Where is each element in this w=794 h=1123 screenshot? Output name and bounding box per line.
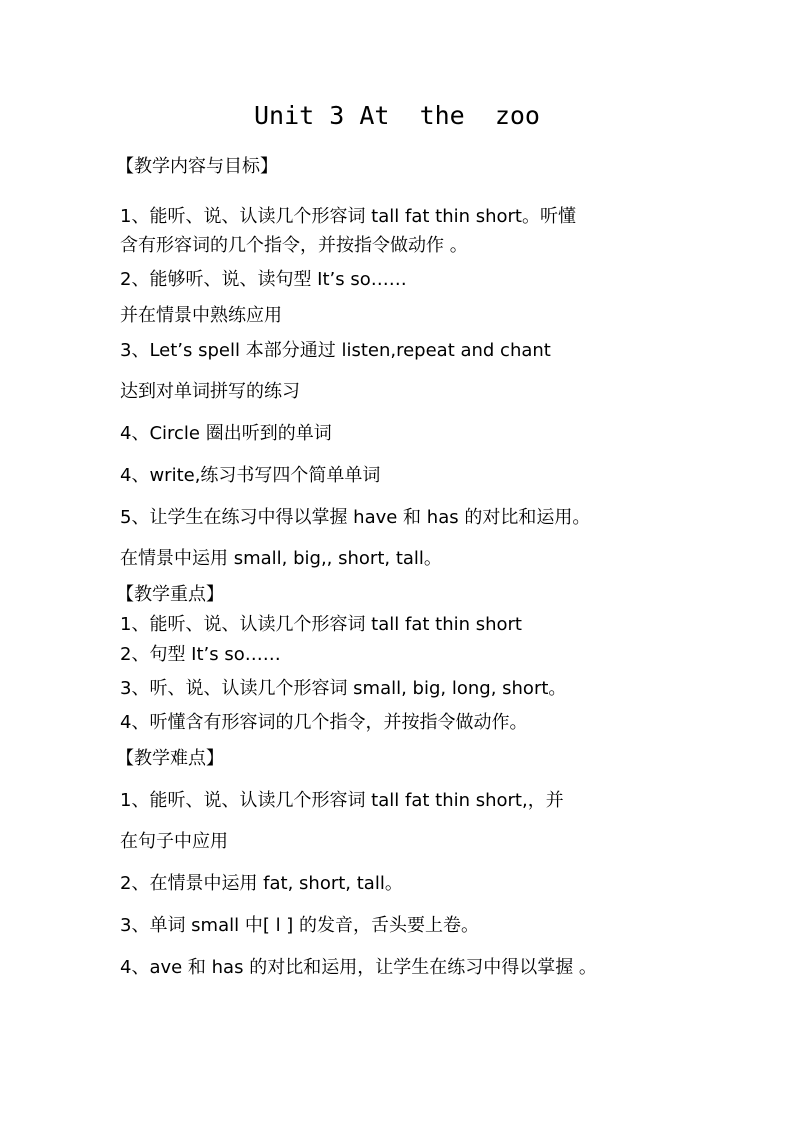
content-goal-line: 并在情景中熟练应用 <box>120 305 282 326</box>
content-goal-line: 4、Circle 圈出听到的单词 <box>120 423 332 444</box>
section-heading-key-points: 【教学重点】 <box>116 584 224 605</box>
key-point-line: 4、听懂含有形容词的几个指令，并按指令做动作。 <box>120 712 528 733</box>
content-goal-line: 1、能听、说、认读几个形容词 tall fat thin short。听懂 <box>120 206 576 227</box>
key-point-line: 1、能听、说、认读几个形容词 tall fat thin short <box>120 614 522 635</box>
section-heading-content-goals: 【教学内容与目标】 <box>116 156 278 177</box>
content-goal-line: 2、能够听、说、读句型 It’s so…… <box>120 269 407 290</box>
key-point-line: 2、句型 It’s so…… <box>120 644 281 665</box>
content-goal-line: 达到对单词拼写的练习 <box>120 381 300 402</box>
difficulty-line: 4、ave 和 has 的对比和运用，让学生在练习中得以掌握 。 <box>120 957 597 978</box>
content-goal-line: 在情景中运用 small, big,, short, tall。 <box>120 548 442 569</box>
difficulty-line: 在句子中应用 <box>120 831 228 852</box>
difficulty-line: 2、在情景中运用 fat, short, tall。 <box>120 873 403 894</box>
difficulty-line: 3、单词 small 中[ l ] 的发音，舌头要上卷。 <box>120 915 480 936</box>
content-goal-line: 5、让学生在练习中得以掌握 have 和 has 的对比和运用。 <box>120 507 591 528</box>
content-goal-line: 4、write,练习书写四个简单单词 <box>120 465 381 486</box>
difficulty-line: 1、能听、说、认读几个形容词 tall fat thin short,，并 <box>120 790 564 811</box>
key-point-line: 3、听、说、认读几个形容词 small, big, long, short。 <box>120 678 567 699</box>
document-title: Unit 3 At the zoo <box>254 101 540 130</box>
content-goal-line: 3、Let’s spell 本部分通过 listen,repeat and chant <box>120 340 551 361</box>
section-heading-difficulties: 【教学难点】 <box>116 748 224 769</box>
content-goal-line: 含有形容词的几个指令，并按指令做动作 。 <box>120 235 468 256</box>
